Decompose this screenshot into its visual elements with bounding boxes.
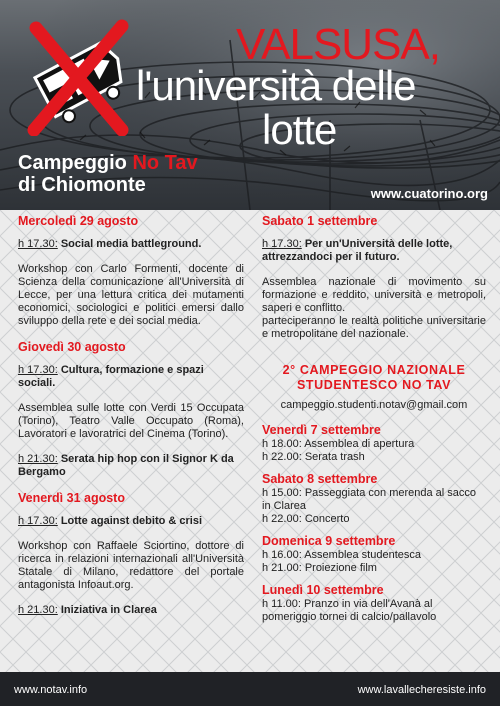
schedule-line: h 15.00: Passeggiata con merenda al sacco in Clarea — [262, 487, 477, 512]
camp-place: di Chiomonte — [18, 174, 146, 196]
day-title: Domenica 9 settembre — [262, 534, 396, 548]
event-time: h 17.30: — [262, 238, 302, 250]
event-description: Workshop con Carlo Formenti, docente di Scienza della comunicazione all'Università di Lecce, per una lettura critica dei mutamenti economici, sociologici e politici emersi dallo sviluppo della rete e dei social media. — [18, 263, 244, 327]
event-title: Social media battleground. — [60, 238, 202, 250]
day-title: Giovedì 30 agosto — [18, 340, 126, 354]
right-column — [262, 214, 486, 624]
event-time: h 17.30: — [18, 364, 58, 376]
day-title: Sabato 8 settembre — [262, 472, 378, 486]
event-line — [18, 238, 244, 251]
camp-title-line-2: STUDENTESCO NO TAV — [296, 378, 452, 392]
event-line — [18, 364, 244, 390]
title-line-1: VALSUSA, — [236, 20, 440, 69]
footer-link-lavalle[interactable]: www.lavallecheresiste.info — [357, 684, 486, 696]
schedule-line: h 22.00: Concerto — [262, 513, 350, 525]
event-title: Per un'Università delle lotte, attrezzandoci per il futuro. — [262, 238, 453, 263]
day-title: Venerdì 31 agosto — [18, 491, 125, 505]
event-title: Iniziativa in Clarea — [60, 604, 157, 616]
camp-notav: No Tav — [132, 152, 198, 174]
schedule-line: h 11.00: Pranzo in via dell'Avanà al pomeriggio tornei di calcio/pallavolo — [262, 598, 437, 623]
event-line — [18, 515, 244, 528]
event-time: h 17.30: — [18, 515, 58, 527]
contact-email[interactable]: campeggio.studenti.notav@gmail.com — [280, 399, 468, 411]
event-title: Cultura, formazione e spazi sociali. — [18, 364, 204, 389]
day-title: Venerdì 7 settembre — [262, 423, 381, 437]
event-description: Assemblea nazionale di movimento su formazione e reddito, università e metropoli, saperi e conflitto. — [262, 276, 486, 314]
schedule-line: h 18.00: Assemblea di apertura — [262, 438, 415, 450]
event-time: h 21.30: — [18, 604, 58, 616]
event-description: Assemblea sulle lotte con Verdi 15 Occupata (Torino), Teatro Valle Occupato (Roma), Lavoratori e lavoratrici del Cinema (Torino). — [18, 402, 244, 440]
poster-header — [0, 0, 500, 210]
event-description: parteciperanno le realtà politiche universitarie e metropolitane del nazionale. — [262, 315, 486, 340]
event-line — [18, 604, 244, 617]
footer-link-notav[interactable]: www.notav.info — [14, 684, 88, 696]
title-line-2: l'università delle — [136, 62, 416, 109]
event-line — [18, 453, 244, 479]
day-title: Sabato 1 settembre — [262, 214, 378, 228]
event-title: Serata hip hop con il Signor K da Bergamo — [18, 453, 234, 478]
event-time: h 17.30: — [18, 238, 58, 250]
website-link[interactable]: www.cuatorino.org — [370, 186, 488, 201]
day-title: Lunedì 10 settembre — [262, 583, 384, 597]
camp-word: Campeggio — [18, 152, 127, 174]
event-time: h 21.30: — [18, 453, 58, 465]
schedule-line: h 16.00: Assemblea studentesca — [262, 549, 421, 561]
camp-section-title — [262, 363, 486, 393]
schedule-line: h 22.00: Serata trash — [262, 451, 365, 463]
event-description: Workshop con Raffaele Sciortino, dottore di ricerca in relazioni internazionali all'Università Statale di Milano, redattore del portale antagonista Infoaut.org. — [18, 540, 244, 591]
notav-train-logo-icon — [22, 18, 132, 136]
program-content — [0, 210, 500, 672]
title-line-3: lotte — [262, 106, 337, 153]
poster-footer — [0, 672, 500, 706]
camp-title-line-1: 2° CAMPEGGIO NAZIONALE — [282, 363, 466, 377]
left-column — [18, 214, 244, 617]
camp-heading — [18, 152, 198, 196]
event-line — [262, 238, 486, 264]
schedule-line: h 21.00: Proiezione film — [262, 562, 377, 574]
day-title: Mercoledì 29 agosto — [18, 214, 139, 228]
event-title: Lotte against debito & crisi — [60, 515, 203, 527]
